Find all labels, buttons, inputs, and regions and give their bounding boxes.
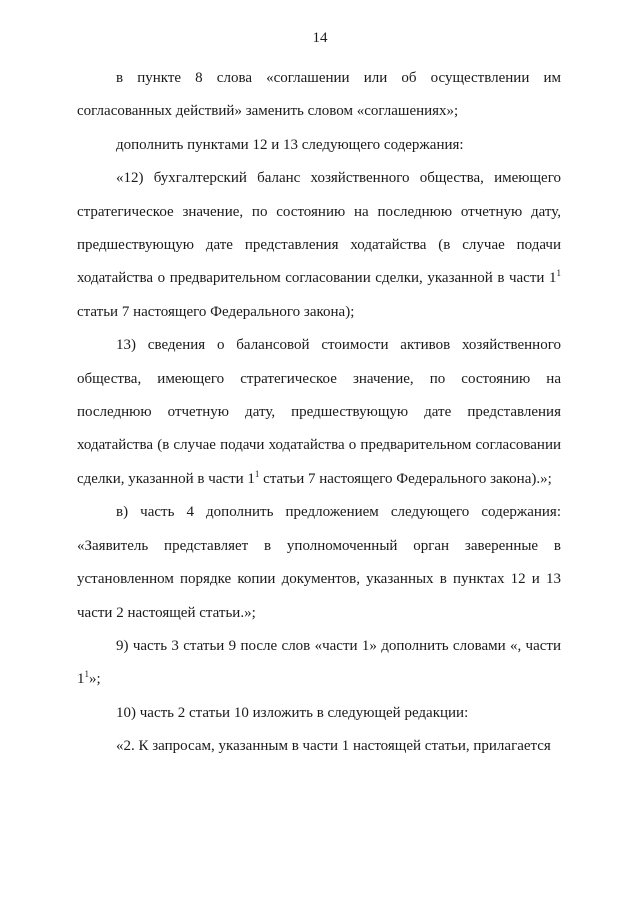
paragraph-4: 13) сведения о балансовой стоимости активов хозяйственного общества, имеющего стратегическое значение, по состоянию на последнюю отчетную дату, предшествующую дате представления ходатайства (в случае подачи ходатайства о предварительном согласовании сделки, указанной в части $1^1$ статьи 7 настоящего Федерального закона).»; (77, 337, 561, 487)
paragraph-1: в пункте 8 слова «соглашении или об осуществлении им согласованных действий» заменить словом «соглашениях»; (77, 70, 561, 120)
superscript: 1 (84, 669, 89, 680)
page-number: 14 (312, 30, 328, 46)
paragraph-2: дополнить пунктами 12 и 13 следующего содержания: (116, 136, 464, 153)
superscript: 1 (254, 468, 260, 479)
document-body (77, 62, 561, 764)
paragraph-8: «2. К запросам, указанным в части 1 настоящей статьи, прилагается (116, 738, 551, 755)
paragraph-6: 9) часть 3 статьи 9 после слов «части 1» дополнить словами «, части $1^1$»; (77, 637, 561, 688)
paragraph-3: «12) бухгалтерский баланс хозяйственного общества, имеющего стратегическое значение, по состоянию на последнюю отчетную дату, предшествующую дате представления ходатайства (в случае подачи ходатайства о предварительном согласовании сделки, указанной в части $1^1$ статьи 7 настоящего Федерального закона); (77, 170, 561, 320)
superscript: 1 (556, 268, 561, 279)
paragraph-5: в) часть 4 дополнить предложением следующего содержания: «Заявитель представляет в уполномоченный орган заверенные в установленном порядке копии документов, указанных в пунктах 12 и 13 части 2 настоящей статьи.»; (77, 504, 561, 621)
paragraph-7: 10) часть 2 статьи 10 изложить в следующей редакции: (116, 704, 469, 721)
